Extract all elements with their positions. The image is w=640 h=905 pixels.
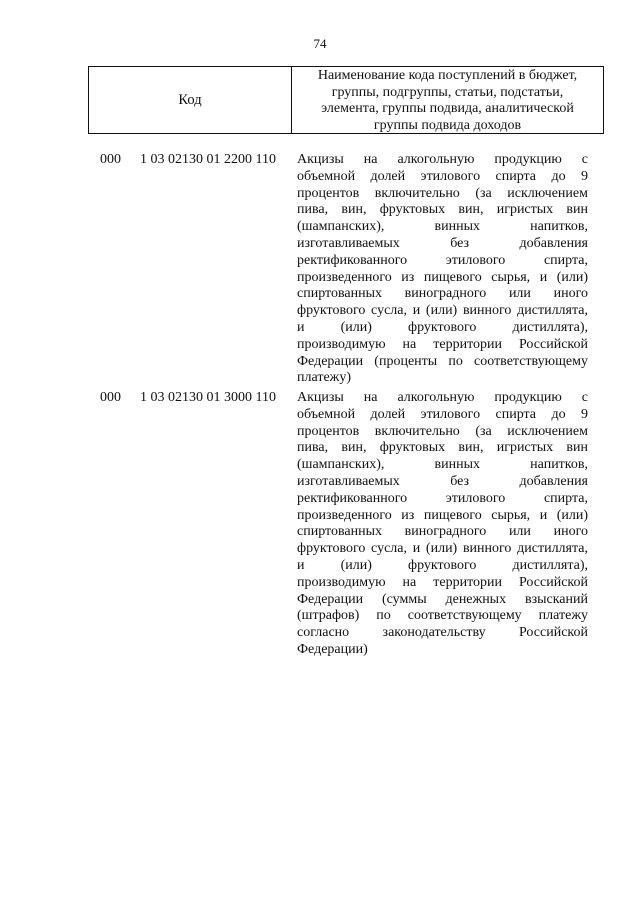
- description-line: изготавливаемых без добавления: [297, 473, 588, 489]
- description-line: процентов включительно (за исключением: [297, 423, 588, 439]
- description-line: фруктового сусла, и (или) винного дистиллята,: [297, 541, 588, 557]
- description-line: Федерации (суммы денежных взысканий: [297, 591, 588, 607]
- description-line: платежу): [297, 370, 351, 386]
- description-line: Акцизы на алкогольную продукцию с: [297, 152, 588, 167]
- header-name: [292, 67, 603, 133]
- description-line: производимую на территории Российской: [297, 336, 588, 352]
- description-line: процентов включительно (за исключением: [297, 185, 588, 201]
- admin-code: 000: [100, 390, 121, 405]
- description-line: ректификованного этилового спирта,: [297, 490, 588, 506]
- revenue-description: [297, 152, 588, 387]
- description-line: объемной долей этилового спирта до 9: [297, 406, 588, 422]
- description-line: объемной долей этилового спирта до 9: [297, 168, 588, 184]
- header-code: Код: [89, 67, 292, 133]
- description-line: спиртованных виноградного или иного: [297, 286, 588, 302]
- description-line: изготавливаемых без добавления: [297, 235, 588, 251]
- description-line: (шампанских), винных напитков,: [297, 457, 588, 473]
- description-line: спиртованных виноградного или иного: [297, 524, 588, 540]
- header-name-line: группы, подгруппы, статьи, подстатьи,: [331, 84, 564, 100]
- header-name-line: группы подвида доходов: [373, 117, 522, 133]
- description-line: Акцизы на алкогольную продукцию с: [297, 390, 588, 405]
- description-line: фруктового сусла, и (или) винного дистиллята,: [297, 303, 588, 319]
- header-name-line: элемента, группы подвида, аналитической: [321, 101, 574, 116]
- description-line: и (или) фруктового дистиллята),: [297, 557, 588, 573]
- table-header: [88, 66, 604, 134]
- description-line: Федерации): [297, 641, 368, 657]
- description-line: и (или) фруктового дистиллята),: [297, 319, 588, 335]
- revenue-code: 1 03 02130 01 2200 110: [140, 152, 276, 167]
- description-line: согласно законодательству Российской: [297, 625, 588, 641]
- header-name-line: Наименование кода поступлений в бюджет,: [317, 68, 578, 83]
- description-line: произведенного из пищевого сырья, и (или): [297, 269, 588, 285]
- description-line: пива, вин, фруктовых вин, игристых вин: [297, 440, 588, 456]
- description-line: Федерации (проценты по соответствующему: [297, 353, 588, 369]
- page-number: 74: [313, 36, 327, 51]
- revenue-description: [297, 390, 588, 659]
- admin-code: 000: [100, 152, 121, 167]
- description-line: (шампанских), винных напитков,: [297, 219, 588, 235]
- description-line: пива, вин, фруктовых вин, игристых вин: [297, 202, 588, 218]
- description-line: (штрафов) по соответствующему платежу: [297, 608, 588, 624]
- revenue-code: 1 03 02130 01 3000 110: [140, 390, 276, 405]
- description-line: ректификованного этилового спирта,: [297, 252, 588, 268]
- description-line: производимую на территории Российской: [297, 574, 588, 590]
- description-line: произведенного из пищевого сырья, и (или): [297, 507, 588, 523]
